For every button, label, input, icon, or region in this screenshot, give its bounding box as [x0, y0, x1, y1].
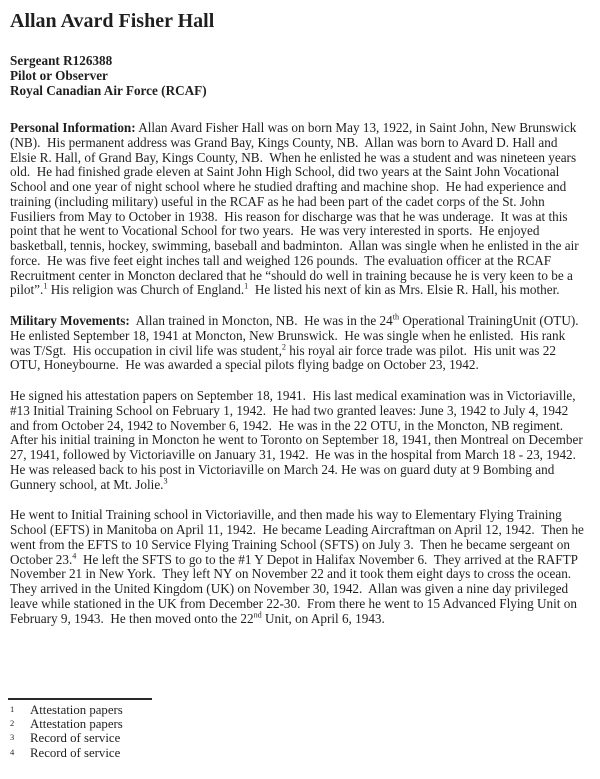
footnote-separator: [8, 698, 152, 700]
service-branch-line: Royal Canadian Air Force (RCAF): [10, 83, 207, 98]
paragraph-training-movements: He went to Initial Training school in Victoriaville, and then made his way to Elementary Flying Training School (EFTS) in Manitoba on April 11, 1942. He became Leading Aircraftman on April 12, 1942. Then he went from the EFTS to 10 Service Flying Training School (SFTS) on July 3. Then he became sergeant on October 23.$^4$ He left the SFTS to go to the #1 Y Depot in Halifax November 6. They arrived at the RAFTP November 21 in New York. They left NY on November 22 and it took them eight days to cross the ocean. They arrived in the United Kingdom (UK) on November 30, 1942. Allan was given a nine day privileged leave while stationed in the UK from December 22-30. From there he went to 15 Advanced Flying Unit on February 9, 1943. He then moved onto the 22nd Unit, on April 6, 1943.: [10, 507, 588, 626]
paragraph-military-movements: Military Movements: Allan trained in Moncton, NB. He was in the 24th Operational TrainingUnit (OTU). He enlisted September 18, 1941 at Moncton, New Brunswick. He was single when he enlisted. His rank was T/Sgt. His occupation in civil life was student,$^2$ his royal air force trade was pilot. His unit was 22 OTU, Honeybourne. He was awarded a special pilots flying badge on October 23, 1942.: [10, 312, 586, 373]
page-title: Allan Avard Fisher Hall: [10, 10, 215, 32]
paragraph-personal-information: Personal Information: Allan Avard Fisher Hall was on born May 13, 1922, in Saint John, New Brunswick (NB). His permanent address was Grand Bay, Kings County, NB. Allan was born to Avard D. Hall and Elsie R. Hall, of Grand Bay, Kings County, NB. When he enlisted he was a student and was nineteen years old. He had finished grade eleven at Saint John High School, did two years at the Saint John Vocational School and one year of night school where he studied drafting and machine shop. He had experience and training (including military) useful in the RCAF as he had been part of the cadet corps of the St. John Fusiliers from May to October in 1938. His reason for discharge was that he was underage. It was at this point that he went to Vocational School for two years. He was very interested in sports. He enjoyed basketball, tennis, hockey, swimming, baseball and badminton. Allan was single when he enlisted in the air force. He was five feet eight inches tall and weighed 126 pounds. The evaluation officer at the RCAF Recruitment center in Moncton declared that he “should do well in training because he is very keen to be a pilot”.$^1$ His religion was Church of England.$^1$ He listed his next of kin as Mrs. Elsie R. Hall, his mother.: [10, 120, 582, 298]
footnotes-section: [8, 698, 588, 761]
footnote-text: Attestation papers: [30, 702, 123, 717]
trade-line: Pilot or Observer: [10, 68, 108, 83]
footnote-marker: 4: [10, 746, 15, 757]
footnote-item: [8, 731, 588, 745]
footnote-text: Record of service: [30, 745, 121, 760]
footnote-text: Record of service: [30, 731, 121, 746]
footnote-marker: 1: [10, 703, 15, 714]
paragraph-attestation-record: He signed his attestation papers on September 18, 1941. His last medical examination was in Victoriaville, #13 Initial Training School on February 1, 1942. He had two granted leaves: June 3, 1942 to July 4, 1942 and from October 24, 1942 to November 6, 1942. He was in the 22 OTU, in the Moncton, NB regiment. After his initial training in Moncton he went to Toronto on September 18, 1941, then Montreal on December 27, 1941, followed by Victoriaville on January 31, 1942. He was in the hospital from March 18 - 23, 1942. He was released back to his post in Victoriaville on March 24. He was on guard duty at 9 Bombing and Gunnery school, at Mt. Jolie.$^3$: [10, 388, 587, 492]
service-header: [10, 53, 585, 98]
footnote-text: Attestation papers: [30, 716, 123, 731]
footnote-item: [8, 703, 588, 717]
footnote-marker: 2: [10, 717, 15, 728]
footnote-marker: 3: [10, 732, 15, 743]
footnote-item: [8, 717, 588, 731]
footnote-item: [8, 746, 588, 760]
rank-and-service-number: Sergeant R126388: [10, 53, 113, 68]
